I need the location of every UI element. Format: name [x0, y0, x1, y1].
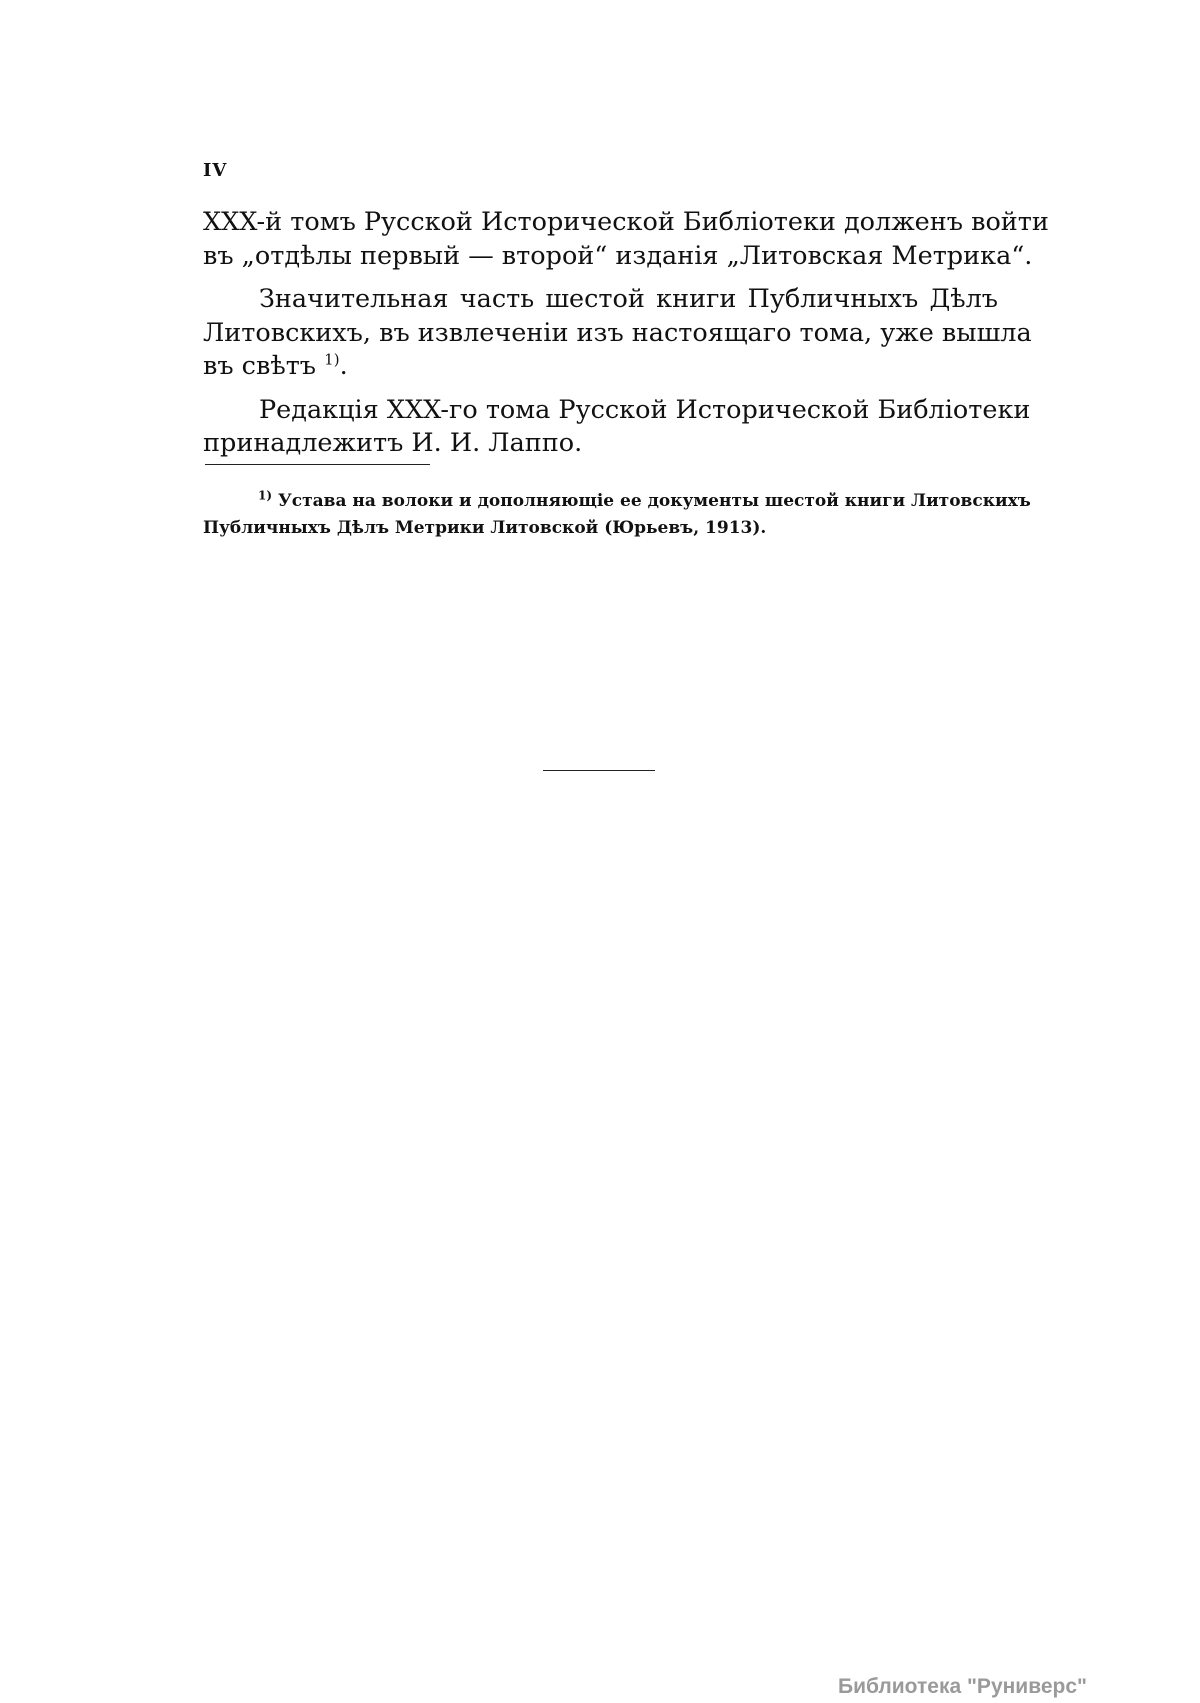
footnote-line-1-text: Устава на волоки и дополняющіе ее документы шестой книги Литовскихъ	[277, 491, 1031, 511]
page-number: IV	[203, 160, 228, 181]
paragraph-1-line-2: въ „отдѣлы первый — второй“ изданія „Литовская Метрика“.	[203, 240, 1033, 271]
paragraph-2-line-3: въ свѣтъ $^{1)}$.	[203, 350, 348, 381]
footnote-divider	[205, 464, 430, 465]
paragraph-2-line-3-text: въ свѣтъ	[203, 351, 317, 381]
footnote-mark: 1)	[258, 488, 273, 503]
footnote-reference: 1)	[324, 350, 340, 369]
paragraph-3-line-1: Редакція XXX-го тома Русской Исторической Библіотеки	[259, 394, 1031, 425]
footnote-line-1	[203, 488, 1031, 515]
paragraph-2	[203, 283, 1032, 384]
body-text	[203, 206, 1049, 471]
paragraph-2-line-2: Литовскихъ, въ извлеченіи изъ настоящаго тома, уже вышла	[203, 317, 1032, 348]
footnote	[203, 488, 1031, 542]
library-watermark: Библиотека "Руниверс"	[837, 1675, 1087, 1698]
paragraph-1-line-1: XXX-й томъ Русской Исторической Библіотеки долженъ войти	[203, 207, 1049, 237]
footnote-line-2: Публичныхъ Дѣлъ Метрики Литовской (Юрьевъ, 1913).	[203, 518, 767, 538]
end-of-text-rule	[543, 770, 655, 771]
paragraph-3-line-2: принадлежитъ И. И. Лаппо.	[203, 428, 583, 458]
paragraph-2-line-1: Значительная часть шестой книги Публичныхъ Дѣлъ	[259, 284, 998, 314]
paragraph-1	[203, 206, 1049, 273]
paragraph-3	[203, 394, 1031, 461]
